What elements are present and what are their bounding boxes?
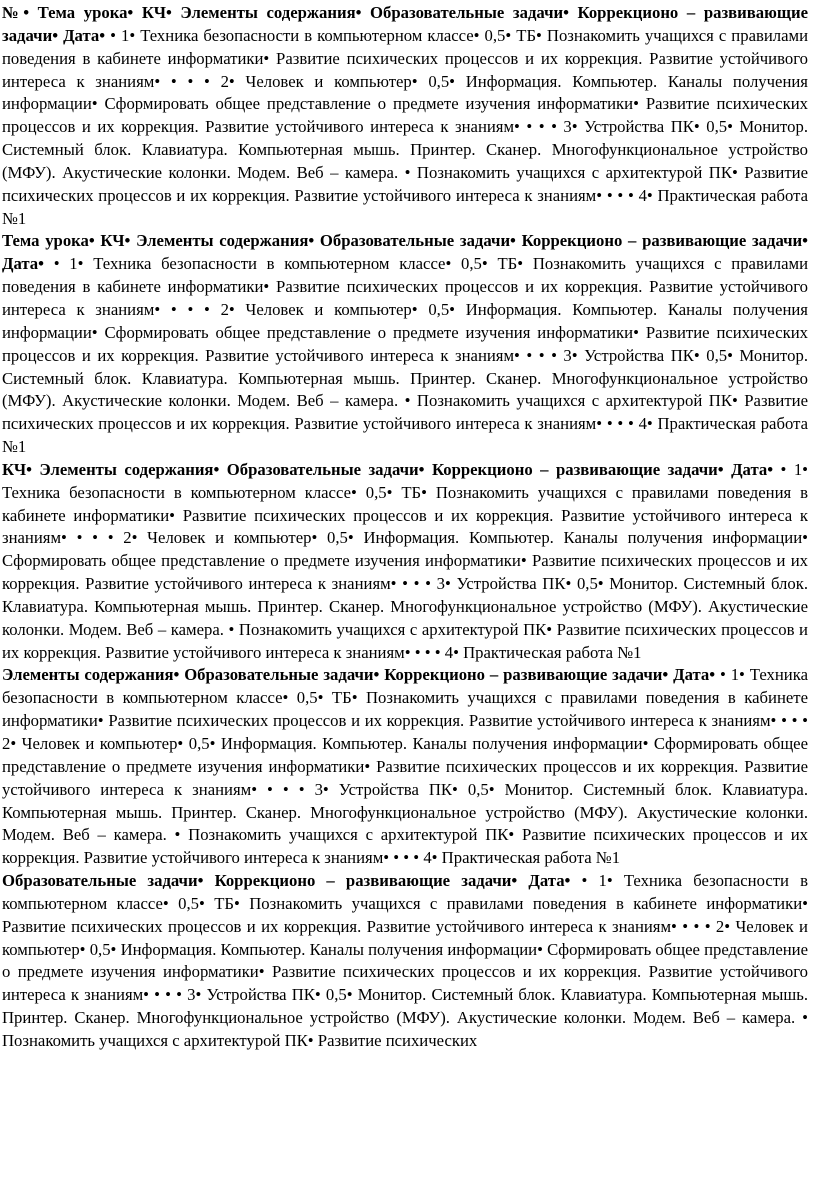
lesson-plan-paragraph-2 bbox=[2, 230, 808, 458]
paragraph-2-body: • 1• Техника безопасности в компьютерном классе• 0,5• ТБ• Познакомить учащихся с правилами поведения в кабинете информатики• Развитие психических процессов и их коррекция. Развитие устойчивого интереса к знаниям• • • • 2• Человек и компьютер• 0,5• Информация. Компьютер. Каналы получения информации• Сформировать общее представление о предмете изучения информатики• Развитие психических процессов и их коррекция. Развитие устойчивого интереса к знаниям• • • • 3• Устройства ПК• 0,5• Монитор. Системный блок. Клавиатура. Компьютерная мышь. Принтер. Сканер. Многофункциональное устройство (МФУ). Акустические колонки. Модем. Веб – камера. • Познакомить учащихся с архитектурой ПК• Развитие психических процессов и их коррекция. Развитие устойчивого интереса к знаниям• • • • 4• Практическая работа №1 bbox=[2, 254, 808, 457]
paragraph-4-heading: Элементы содержания• Образовательные задачи• Коррекционо – развивающие задачи• Дата• bbox=[2, 665, 720, 685]
paragraph-1-body: • 1• Техника безопасности в компьютерном классе• 0,5• ТБ• Познакомить учащихся с правилами поведения в кабинете информатики• Развитие психических процессов и их коррекция. Развитие устойчивого интереса к знаниям• • • • 2• Человек и компьютер• 0,5• Информация. Компьютер. Каналы получения информации• Сформировать общее представление о предмете изучения информатики• Развитие психических процессов и их коррекция. Развитие устойчивого интереса к знаниям• • • • 3• Устройства ПК• 0,5• Монитор. Системный блок. Клавиатура. Компьютерная мышь. Принтер. Сканер. Многофункциональное устройство (МФУ). Акустические колонки. Модем. Веб – камера. • Познакомить учащихся с архитектурой ПК• Развитие психических процессов и их коррекция. Развитие устойчивого интереса к знаниям• • • • 4• Практическая работа №1 bbox=[2, 25, 809, 228]
paragraph-2-heading: Тема урока• КЧ• Элементы содержания• Образовательные задачи• Коррекционо – развивающие задачи• Дата• bbox=[2, 231, 808, 274]
paragraph-3-body: • 1• Техника безопасности в компьютерном классе• 0,5• ТБ• Познакомить учащихся с правилами поведения в кабинете информатики• Развитие психических процессов и их коррекция. Развитие устойчивого интереса к знаниям• • • • 2• Человек и компьютер• 0,5• Информация. Компьютер. Каналы получения информации• Сформировать общее представление о предмете изучения информатики• Развитие психических процессов и их коррекция. Развитие устойчивого интереса к знаниям• • • • 3• Устройства ПК• 0,5• Монитор. Системный блок. Клавиатура. Компьютерная мышь. Принтер. Сканер. Многофункциональное устройство (МФУ). Акустические колонки. Модем. Веб – камера. • Познакомить учащихся с архитектурой ПК• Развитие психических процессов и их коррекция. Развитие устойчивого интереса к знаниям• • • • 4• Практическая работа №1 bbox=[2, 459, 809, 662]
paragraph-3-heading: КЧ• Элементы содержания• Образовательные задачи• Коррекционо – развивающие задачи• Дата• bbox=[2, 459, 781, 479]
paragraph-1-heading: №• Тема урока• КЧ• Элементы содержания• Образовательные задачи• Коррекционо – развивающие задачи• Дата• bbox=[2, 3, 808, 45]
lesson-plan-paragraph-1 bbox=[2, 2, 808, 230]
lesson-plan-paragraph-4 bbox=[2, 664, 808, 870]
lesson-plan-paragraph-3 bbox=[2, 459, 808, 665]
lesson-plan-paragraph-5 bbox=[2, 870, 808, 1053]
paragraph-4-body: • 1• Техника безопасности в компьютерном классе• 0,5• ТБ• Познакомить учащихся с правилами поведения в кабинете информатики• Развитие психических процессов и их коррекция. Развитие устойчивого интереса к знаниям• • • • 2• Человек и компьютер• 0,5• Информация. Компьютер. Каналы получения информации• Сформировать общее представление о предмете изучения информатики• Развитие психических процессов и их коррекция. Развитие устойчивого интереса к знаниям• • • • 3• Устройства ПК• 0,5• Монитор. Системный блок. Клавиатура. Компьютерная мышь. Принтер. Сканер. Многофункциональное устройство (МФУ). Акустические колонки. Модем. Веб – камера. • Познакомить учащихся с архитектурой ПК• Развитие психических процессов и их коррекция. Развитие устойчивого интереса к знаниям• • • • 4• Практическая работа №1 bbox=[2, 665, 809, 868]
paragraph-5-heading: Образовательные задачи• Коррекционо – развивающие задачи• Дата• bbox=[2, 871, 582, 891]
paragraph-5-body: • 1• Техника безопасности в компьютерном классе• 0,5• ТБ• Познакомить учащихся с правилами поведения в кабинете информатики• Развитие психических процессов и их коррекция. Развитие устойчивого интереса к знаниям• • • • 2• Человек и компьютер• 0,5• Информация. Компьютер. Каналы получения информации• Сформировать общее представление о предмете изучения информатики• Развитие психических процессов и их коррекция. Развитие устойчивого интереса к знаниям• • • • 3• Устройства ПК• 0,5• Монитор. Системный блок. Клавиатура. Компьютерная мышь. Принтер. Сканер. Многофункциональное устройство (МФУ). Акустические колонки. Модем. Веб – камера. • Познакомить учащихся с архитектурой ПК• Развитие психических bbox=[2, 871, 808, 1050]
